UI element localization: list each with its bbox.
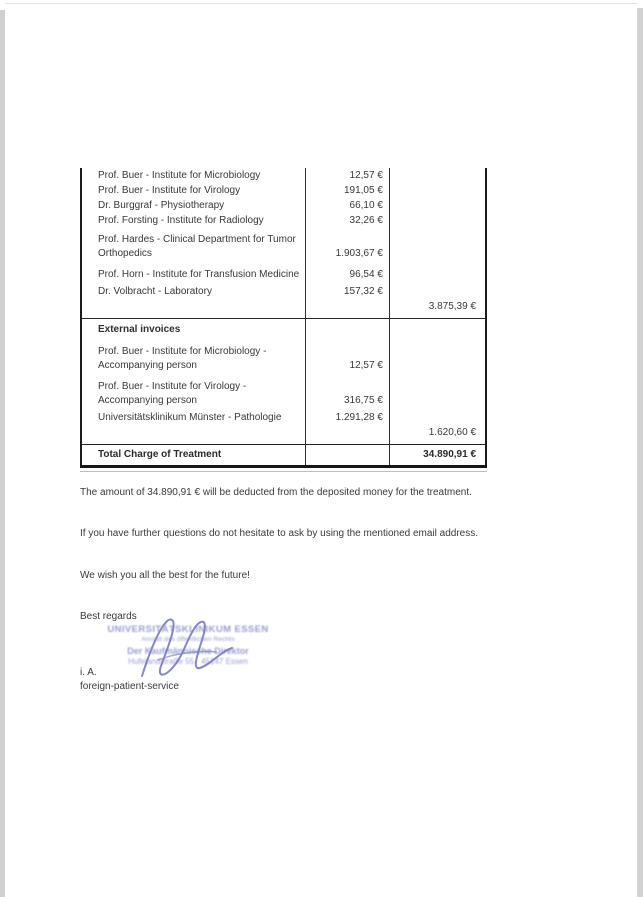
table-row [81, 410, 486, 425]
subtotal-cell [389, 284, 486, 299]
service-label: Prof. Buer - Institute for Microbiology [81, 168, 306, 183]
subtotal-cell [389, 410, 486, 425]
service-amount: 316,75 € [306, 375, 390, 410]
page-edge-right [637, 8, 643, 897]
service-label: Dr. Volbracht - Laboratory [81, 284, 306, 299]
paragraph-deduction: The amount of 34.890,91 € will be deducted from the deposited money for the treatment. [80, 487, 472, 498]
service-amount: 32,26 € [306, 213, 390, 228]
table-row [81, 213, 486, 228]
service-label: Prof. Horn - Institute for Transfusion Medicine [81, 263, 306, 284]
section-header-label: External invoices [81, 319, 306, 341]
page-edge-top [5, 3, 637, 4]
stamp-line-4: Hufelandstraße 55 · 45147 Essen [128, 657, 248, 666]
service-amount: 96,54 € [306, 263, 390, 284]
service-amount: 12,57 € [306, 340, 390, 375]
service-label: Prof. Buer - Institute for Microbiology - Accompanying person [81, 340, 306, 375]
closing-regards: Best regards [80, 611, 137, 622]
external-subtotal-amount: 1.620,60 € [389, 425, 486, 445]
subtotal-cell [389, 198, 486, 213]
service-amount: 191,05 € [306, 183, 390, 198]
official-stamp [94, 624, 282, 667]
stamp-line-1: UNIVERSITÄTSKLINIKUM ESSEN [107, 624, 269, 635]
table-row [81, 284, 486, 299]
table-row [81, 198, 486, 213]
section-header-row [81, 319, 486, 341]
service-amount: 12,57 € [306, 168, 390, 183]
table-row [81, 340, 486, 375]
subtotal-row [81, 425, 486, 445]
paragraph-questions: If you have further questions do not hesitate to ask by using the mentioned email address. [80, 528, 479, 539]
service-amount: 1.903,67 € [306, 228, 390, 263]
closing-ia: i. A. [80, 667, 97, 678]
stamp-line-3: Der Kaufmännische Direktor [127, 646, 249, 656]
invoice-table [80, 168, 487, 468]
double-rule [80, 471, 487, 472]
internal-subtotal-amount: 3.875,39 € [389, 299, 486, 319]
closing-service: foreign-patient-service [80, 681, 179, 692]
stamp-line-2: Anstalt des öffentlichen Rechts [141, 636, 235, 643]
service-label: Universitätsklinikum Münster - Pathologie [81, 410, 306, 425]
service-amount: 66,10 € [306, 198, 390, 213]
service-amount: 1.291,28 € [306, 410, 390, 425]
total-amount: 34.890,91 € [389, 445, 486, 467]
service-amount: 157,32 € [306, 284, 390, 299]
total-label: Total Charge of Treatment [81, 445, 306, 467]
subtotal-cell [389, 228, 486, 263]
total-row [81, 445, 486, 467]
subtotal-cell [389, 340, 486, 375]
page-edge-left [0, 10, 5, 897]
service-label: Prof. Buer - Institute for Virology - Accompanying person [81, 375, 306, 410]
subtotal-row [81, 299, 486, 319]
subtotal-cell [389, 213, 486, 228]
paragraph-wishes: We wish you all the best for the future! [80, 570, 250, 581]
service-label: Dr. Burggraf - Physiotherapy [81, 198, 306, 213]
table-row [81, 375, 486, 410]
service-label: Prof. Forsting - Institute for Radiology [81, 213, 306, 228]
table-row [81, 228, 486, 263]
subtotal-cell [389, 263, 486, 284]
table-row [81, 183, 486, 198]
subtotal-cell [389, 375, 486, 410]
table-row [81, 263, 486, 284]
service-label: Prof. Buer - Institute for Virology [81, 183, 306, 198]
service-label: Prof. Hardes - Clinical Department for Tumor Orthopedics [81, 228, 306, 263]
subtotal-cell [389, 183, 486, 198]
subtotal-cell [389, 168, 486, 183]
table-row [81, 168, 486, 183]
invoice-table-container [80, 168, 487, 472]
